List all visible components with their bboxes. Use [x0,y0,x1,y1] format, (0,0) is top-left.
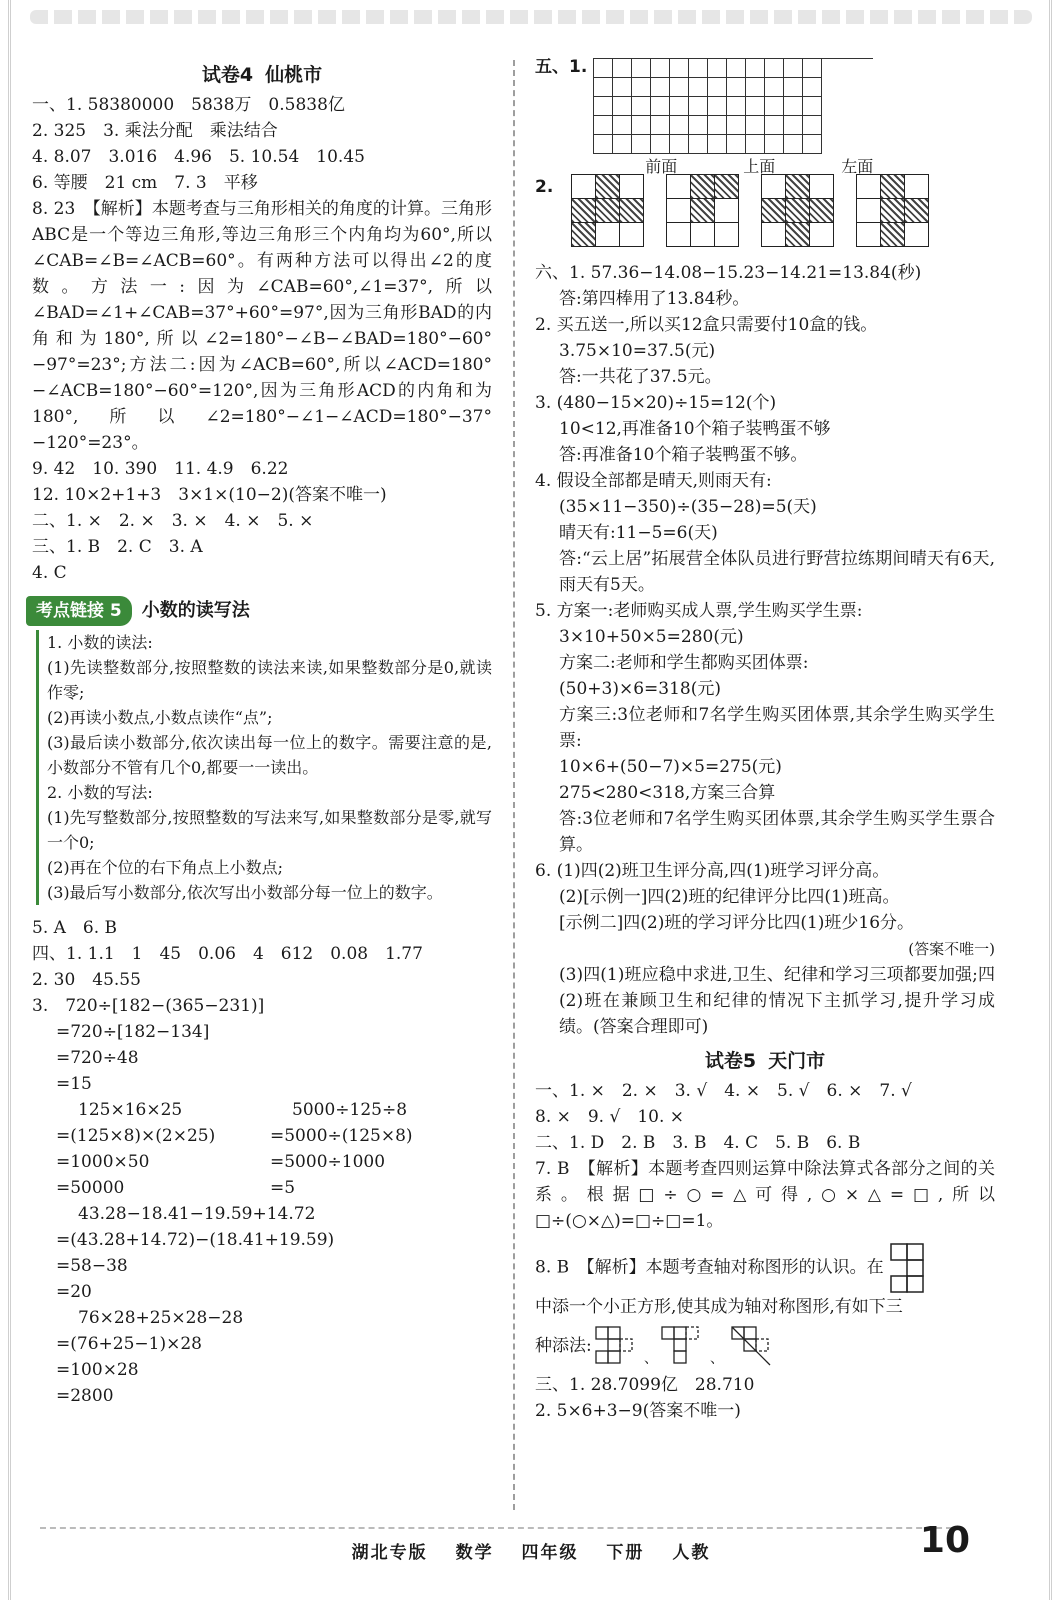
right-column [535,58,995,1424]
kaodian-line: (2)再读小数点,小数点读作“点”; [47,708,273,727]
answer-line: 4. C [32,563,67,583]
answer-line: (2)[示例一]四(2)班的纪律评分比四(1)班高。 [559,887,900,907]
answer-line: 9. 42 10. 390 11. 4.9 6.22 [32,459,289,479]
q5-2-figure: 2. [535,174,995,260]
kaodian-title: 小数的读写法 [141,600,250,621]
hatched-view-3 [761,174,834,247]
answer-line: 二、1. × 2. × 3. × 4. × 5. × [32,511,314,531]
answer-line: 6. (1)四(2)班卫生评分高,四(1)班学习评分高。 [535,861,890,881]
paper5-title: 试卷5 天门市 [704,1050,826,1072]
answer-line: 4. 假设全部都是晴天,则雨天有: [535,471,772,491]
kaodian-line: (3)最后读小数部分,依次读出每一位上的数字。需要注意的是,小数部分不管有几个0,都要一一读出。 [47,733,492,777]
svg-text:、: 、 [709,1351,724,1367]
q5-1-figure: 五、1. 前面 上面 左面 [535,58,995,174]
kaodian-line: (1)先读整数部分,按照整数的读法来读,如果整数部分是0,就读作零; [47,658,492,702]
hatched-view-1 [571,174,644,247]
answer-line: 2. 325 3. 乘法分配 乘法结合 [32,121,278,141]
view-grid [593,58,873,154]
answer-line: 8. × 9. √ 10. × [535,1107,685,1127]
calc-line: =1000×50 [56,1152,150,1172]
calc-line: 76×28+25×28−28 [78,1308,244,1328]
calc-line: =100×28 [56,1360,139,1380]
kaodian-tag: 考点链接 5 [26,596,132,626]
calc-line: =20 [56,1282,92,1302]
answer-line: 答:第四棒用了13.84秒。 [559,289,750,309]
answer-line: 答:一共花了37.5元。 [559,367,722,387]
calc-line: =(43.28+14.72)−(18.41+19.59) [56,1230,335,1250]
page-number: 10 [919,1520,970,1561]
kaodian-line: 2. 小数的写法: [47,783,153,802]
footer-divider [40,1527,952,1529]
answer-line: 275<280<318,方案三合算 [559,783,776,803]
answer-line: 2. 买五送一,所以买12盒只需要付10盒的钱。 [535,315,878,335]
answer-line: 二、1. D 2. B 3. B 4. C 5. B 6. B [535,1133,861,1153]
answer-line: 方案三:3位老师和7名学生购买团体票,其余学生购买学生票: [559,705,995,751]
calc-line: 43.28−18.41−19.59+14.72 [78,1204,316,1224]
answer-line: 一、1. 58380000 5838万 0.5838亿 [32,95,345,115]
calc-line: 3. 720÷[182−(365−231)] [32,996,265,1016]
footer: 湖北专版 数学 四年级 下册 人教 [351,1543,711,1563]
column-divider [513,60,515,1510]
hatched-view-2 [666,174,739,247]
svg-text:、: 、 [643,1351,658,1367]
answer-line: 六、1. 57.36−14.08−15.23−14.21=13.84(秒) [535,263,922,283]
kaodian-line: (1)先写整数部分,按照整数的写法来写,如果整数部分是零,就写一个0; [47,808,492,852]
calc-line: =58−38 [56,1256,128,1276]
calc-pair [32,1097,492,1201]
answer-line: 6. 等腰 21 cm 7. 3 平移 [32,173,258,193]
answer-line: 晴天有:11−5=6(天) [559,523,718,543]
calc-line: =(76+25−1)×28 [56,1334,202,1354]
q8-analysis-start: 8. B 【解析】本题考查轴对称图形的认识。在 [535,1242,995,1294]
answer-line: 10<12,再准备10个箱子装鸭蛋不够 [559,419,831,439]
left-column [32,58,492,1409]
kaodian-panel [36,630,492,905]
answer-line: 三、1. B 2. C 3. A [32,537,203,557]
answer-line: 答:再准备10个箱子装鸭蛋不够。 [559,445,808,465]
answer-line: 2. 30 45.55 [32,970,141,990]
kaodian-line: (3)最后写小数部分,依次写出小数部分每一位上的数字。 [47,883,443,902]
answer-note: (答案不唯一) [908,940,995,958]
l-shape-icon [889,1242,929,1294]
answer-line: (35×11−350)÷(35−28)=5(天) [559,497,817,517]
answer-line: 5. 方案一:老师购买成人票,学生购买学生票: [535,601,863,621]
answer-line: 三、1. 28.7099亿 28.710 [535,1375,755,1395]
decorative-right-border [1038,0,1052,1600]
grid-labels: 前面 上面 左面 [645,157,874,176]
calc-line: =(125×8)×(2×25) [56,1126,216,1146]
calc-line: =5 [270,1178,296,1198]
kaodian-header [26,596,492,626]
calc-line: =15 [56,1074,92,1094]
hatched-views [571,174,929,247]
answer-line: 2. 5×6+3−9(答案不唯一) [535,1401,741,1421]
answer-line: (50+3)×6=318(元) [559,679,721,699]
answer-line: 一、1. × 2. × 3. √ 4. × 5. √ 6. × 7. √ [535,1081,912,1101]
answer-line: 12. 10×2+1+3 3×1×(10−2)(答案不唯一) [32,485,387,505]
calc-line: =720÷48 [56,1048,139,1068]
answer-line: 方案二:老师和学生都购买团体票: [559,653,809,673]
calc-line: =5000÷(125×8) [270,1126,413,1146]
calc-line: =720÷[182−134] [56,1022,210,1042]
answer-line: 答:3位老师和7名学生购买团体票,其余学生购买学生票合算。 [559,809,995,855]
answer-line: 5. A 6. B [32,918,118,938]
answer-line: [示例二]四(2)班的学习评分比四(1)班少16分。 [559,913,915,933]
calc-line: =5000÷1000 [270,1152,386,1172]
calc-line: 5000÷125÷8 [292,1100,408,1120]
answer-line: 10×6+(50−7)×5=275(元) [559,757,782,777]
calc-line: 125×16×25 [78,1100,183,1120]
answer-line: 4. 8.07 3.016 4.96 5. 10.54 10.45 [32,147,365,167]
hatched-view-4 [856,174,929,247]
answer-line: 3. (480−15×20)÷15=12(个) [535,393,777,413]
answer-line: 3.75×10=37.5(元) [559,341,716,361]
paper4-title: 试卷4 仙桃市 [201,64,323,86]
decorative-left-border [8,0,22,1600]
calc-line: =50000 [56,1178,125,1198]
kaodian-line: (2)再在个位的右下角点上小数点; [47,858,284,877]
answer-line: 四、1. 1.1 1 45 0.06 4 612 0.08 1.77 [32,944,423,964]
q8-analysis: 8. 23 【解析】本题考查与三角形相关的角度的计算。三角形ABC是一个等边三角形,等边三角形三个内角均为60°,所以∠CAB=∠B=∠ACB=60°。有两种方法可以得出∠2的度数。方法一:因为∠CAB=60°,∠1=37°,所以∠BAD=∠1+∠CAB=37°+60°=97°,因为三角形BAD的内角和为180°,所以∠2=180°−∠B−∠BAD=180°−60°−97°=23°;方法二:因为∠ACB=60°,所以∠ACD=180°−∠ACB=180°−60°=120°,因为三角形ACD的内角和为180°,所以∠2=180°−∠1−∠ACD=180°−37°−120°=23°。 [32,199,492,453]
calc-line: =2800 [56,1386,114,1406]
answer-line: 答:“云上居”拓展营全体队员进行野营拉练期间晴天有6天,雨天有5天。 [559,549,995,595]
q7-analysis: 7. B 【解析】本题考查四则运算中除法算式各部分之间的关系。根据□÷○=△可得,○×△=□,所以□÷(○×△)=□÷□=1。 [535,1159,995,1231]
kaodian-line: 1. 小数的读法: [47,633,153,652]
answer-line: 3×10+50×5=280(元) [559,627,744,647]
decorative-top-border [30,10,1032,24]
answer-line: 中添一个小正方形,使其成为轴对称图形,有如下三 [535,1297,903,1317]
three-methods-row: 种添法: 、 、 [535,1320,995,1372]
added-square-figures [592,1323,792,1369]
answer-line: (3)四(1)班应稳中求进,卫生、纪律和学习三项都要加强;四(2)班在兼顾卫生和纪律的情况下主抓学习,提升学习成绩。(答案合理即可) [559,965,995,1037]
